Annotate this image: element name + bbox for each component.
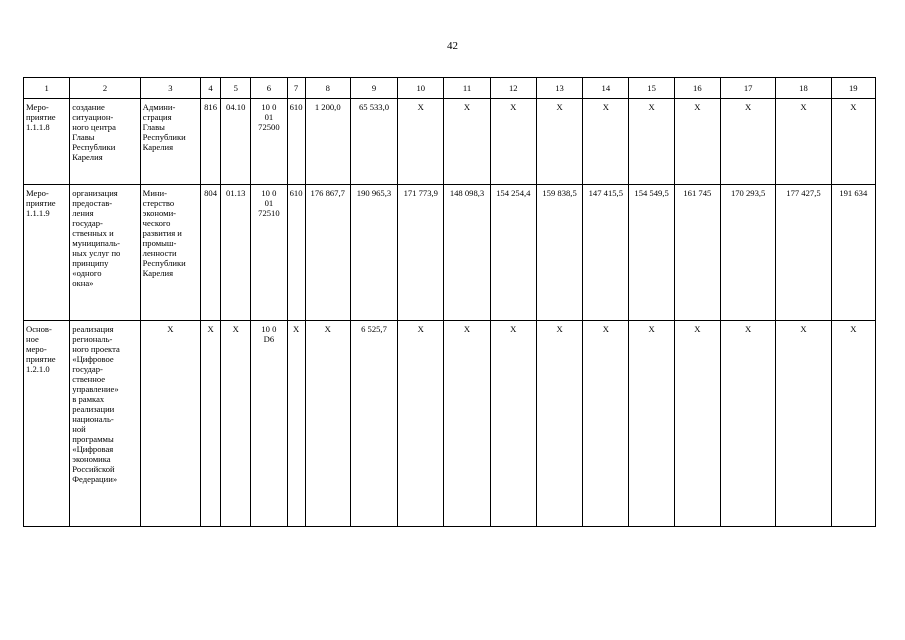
header-cell: 8 xyxy=(305,78,350,99)
measure-code-cell: Основ- ное меро- приятие 1.2.1.0 xyxy=(24,321,70,527)
table-cell: 170 293,5 xyxy=(720,185,775,321)
table-cell: Х xyxy=(444,99,490,185)
table-cell: 1 200,0 xyxy=(305,99,350,185)
table-cell: Х xyxy=(583,321,629,527)
table-cell: 177 427,5 xyxy=(776,185,831,321)
page-number: 42 xyxy=(447,40,458,52)
header-cell: 12 xyxy=(490,78,536,99)
measure-name-cell: создание ситуацион- ного центра Главы Республики Карелия xyxy=(70,99,140,185)
header-cell: 17 xyxy=(720,78,775,99)
header-cell: 16 xyxy=(674,78,720,99)
table-cell: 190 965,3 xyxy=(350,185,397,321)
table-cell: 65 533,0 xyxy=(350,99,397,185)
table-cell: Х xyxy=(776,321,831,527)
table-cell: 191 634 xyxy=(831,185,875,321)
table-cell: 816 xyxy=(201,99,221,185)
table-cell: 804 xyxy=(201,185,221,321)
table-row xyxy=(24,99,876,185)
table-cell: 610 xyxy=(287,185,305,321)
table-cell: Х xyxy=(720,321,775,527)
table-cell: 176 867,7 xyxy=(305,185,350,321)
table-cell: Х xyxy=(536,99,582,185)
table-row xyxy=(24,321,876,527)
executor-cell: Админи- страция Главы Республики Карелия xyxy=(140,99,200,185)
header-cell: 11 xyxy=(444,78,490,99)
table-cell: Х xyxy=(629,99,674,185)
header-cell: 15 xyxy=(629,78,674,99)
table-cell: Х xyxy=(674,321,720,527)
header-cell: 19 xyxy=(831,78,875,99)
table-cell: Х xyxy=(831,321,875,527)
header-cell: 9 xyxy=(350,78,397,99)
measure-name-cell: реализация региональ- ного проекта «Цифровое государ- ственное управление» в рамках реализации националь- ной программы «Цифровая экономика Российской Федерации» xyxy=(70,321,140,527)
table-cell: 171 773,9 xyxy=(398,185,444,321)
table-cell: 159 838,5 xyxy=(536,185,582,321)
header-cell: 2 xyxy=(70,78,140,99)
budget-table xyxy=(23,77,876,527)
header-cell: 3 xyxy=(140,78,200,99)
table-cell: Х xyxy=(776,99,831,185)
table-cell: Х xyxy=(490,321,536,527)
measure-code-cell: Меро- приятие 1.1.1.9 xyxy=(24,185,70,321)
table-cell: Х xyxy=(490,99,536,185)
table-cell: Х xyxy=(201,321,221,527)
table-cell: 154 549,5 xyxy=(629,185,674,321)
table-cell: 154 254,4 xyxy=(490,185,536,321)
header-cell: 7 xyxy=(287,78,305,99)
table-cell: Х xyxy=(398,99,444,185)
header-cell: 14 xyxy=(583,78,629,99)
header-cell: 4 xyxy=(201,78,221,99)
header-cell: 18 xyxy=(776,78,831,99)
header-cell: 10 xyxy=(398,78,444,99)
table-row xyxy=(24,185,876,321)
table-cell: Х xyxy=(536,321,582,527)
table-cell: 10 0 D6 xyxy=(251,321,287,527)
executor-cell: Х xyxy=(140,321,200,527)
table-cell: 161 745 xyxy=(674,185,720,321)
table-cell: Х xyxy=(674,99,720,185)
table-cell: 148 098,3 xyxy=(444,185,490,321)
table-cell: Х xyxy=(831,99,875,185)
header-cell: 5 xyxy=(221,78,251,99)
table-cell: Х xyxy=(444,321,490,527)
table-cell: Х xyxy=(720,99,775,185)
header-row xyxy=(24,78,876,99)
table-cell: Х xyxy=(305,321,350,527)
measure-code-cell: Меро- приятие 1.1.1.8 xyxy=(24,99,70,185)
table-cell: Х xyxy=(287,321,305,527)
table-cell: 610 xyxy=(287,99,305,185)
table-cell: Х xyxy=(583,99,629,185)
table-cell: Х xyxy=(629,321,674,527)
table-cell: Х xyxy=(221,321,251,527)
table-cell: 6 525,7 xyxy=(350,321,397,527)
measure-name-cell: организация предостав- ления государ- ственных и муниципаль- ных услуг по принципу «одного окна» xyxy=(70,185,140,321)
header-cell: 1 xyxy=(24,78,70,99)
table-cell: 01.13 xyxy=(221,185,251,321)
header-cell: 13 xyxy=(536,78,582,99)
table-cell: 04.10 xyxy=(221,99,251,185)
executor-cell: Мини- стерство экономи- ческого развития и промыш- ленности Республики Карелия xyxy=(140,185,200,321)
table-cell: 10 0 01 72500 xyxy=(251,99,287,185)
header-cell: 6 xyxy=(251,78,287,99)
table-cell: 10 0 01 72510 xyxy=(251,185,287,321)
table-cell: 147 415,5 xyxy=(583,185,629,321)
table-cell: Х xyxy=(398,321,444,527)
